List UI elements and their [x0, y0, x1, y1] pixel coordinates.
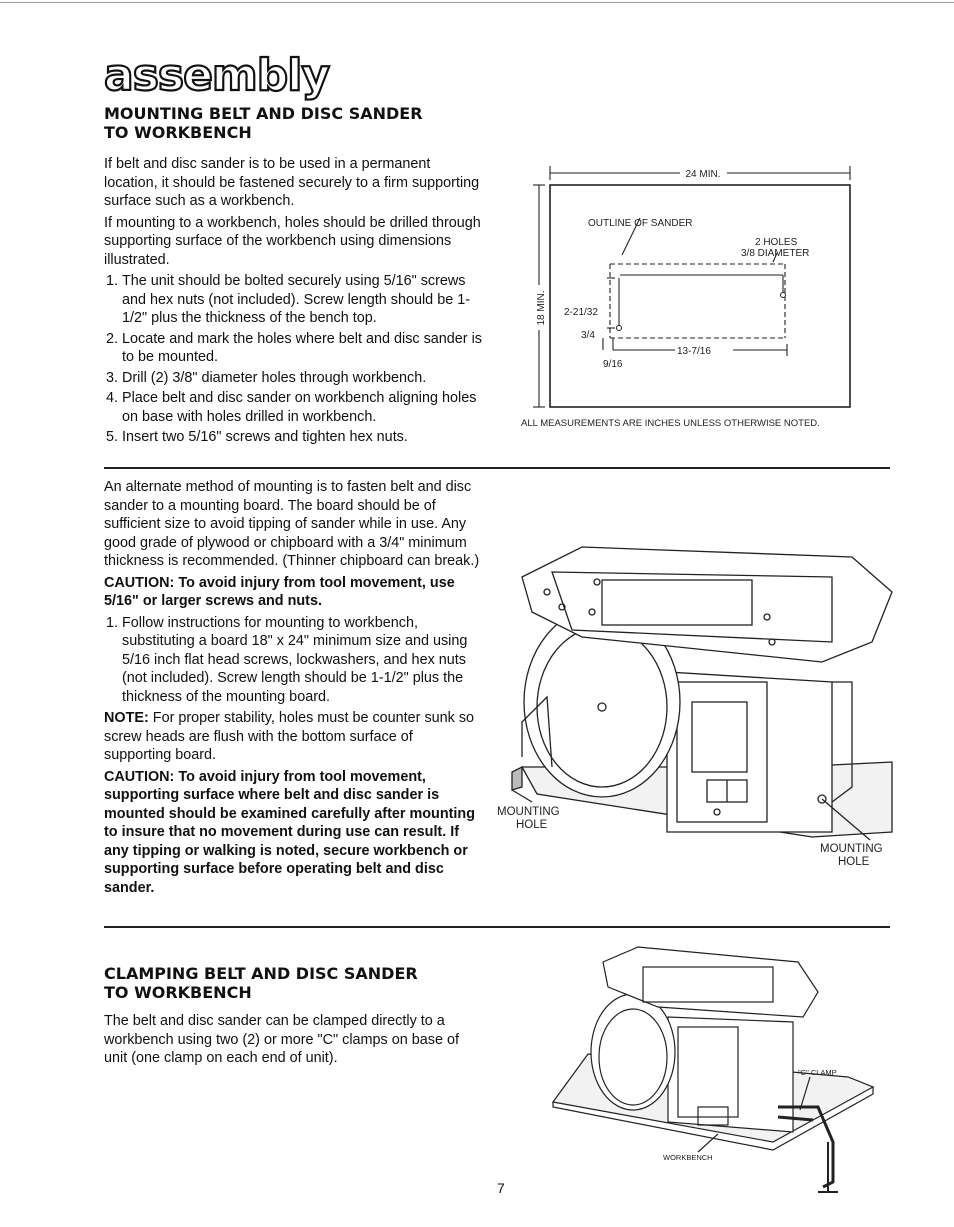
- dimension-9-16: 9/16: [603, 359, 623, 370]
- section-divider-1: [104, 467, 890, 469]
- mounting-title-line2: TO WORKBENCH: [104, 123, 252, 142]
- right-mounting-hole-label: MOUNTING: [820, 843, 883, 855]
- mounting-dimension-diagram: [515, 160, 910, 435]
- page-number: 7: [497, 1180, 505, 1196]
- stability-note: [104, 709, 482, 765]
- left-mounting-hole-label-2: HOLE: [516, 819, 548, 831]
- caution-inspection: CAUTION: To avoid injury from tool movement, supporting surface where belt and disc sander is mounted should be examined carefully after mounting to insure that no movement during use can result. If any tipping or walking is noted, secure workbench or supporting surface before operating belt and disc sander.: [104, 768, 476, 896]
- dimension-3-4: 3/4: [581, 330, 595, 341]
- holes-label: 2 HOLES: [755, 237, 798, 248]
- page-heading: assembly: [104, 50, 330, 101]
- clamping-section-title: [104, 964, 418, 1002]
- note-label: NOTE:: [104, 710, 149, 726]
- alternate-steps-list: [104, 614, 482, 707]
- left-mounting-hole-label: MOUNTING: [497, 806, 560, 818]
- alternate-mounting-body: [104, 478, 482, 900]
- sander-mounting-illustration: [492, 532, 912, 872]
- outline-of-sander-label: OUTLINE OF SANDER: [588, 218, 693, 229]
- mounting-step: 4. Place belt and disc sander on workbench aligning holes on base with holes drilled in workbench.: [122, 389, 482, 426]
- dimension-13-7-16: 13-7/16: [677, 346, 711, 357]
- mounting-step: 1. The unit should be bolted securely using 5/16" screws and hex nuts (not included). Screw length should be 1-1/2" plus the thickness of the bench top.: [122, 272, 482, 328]
- mounting-paragraph-2: If mounting to a workbench, holes should be drilled through supporting surface of the workbench using dimensions illustrated.: [104, 214, 481, 268]
- caution-screws: CAUTION: To avoid injury from tool movement, use 5/16" or larger screws and nuts.: [104, 574, 455, 609]
- top-border-line: [0, 2, 954, 3]
- note-text: For proper stability, holes must be counter sunk so screw heads are flush with the bottom surface of supporting board.: [104, 710, 475, 763]
- clamping-title-line2: TO WORKBENCH: [104, 983, 252, 1002]
- mounting-steps-list: [104, 272, 482, 447]
- alternate-intro: An alternate method of mounting is to fasten belt and disc sander to a mounting board. The board should be of sufficient size to avoid tipping of sander while in use. Any good grade of plywood or chipboard with a 3/4" minimum thickness is recommended. (Thinner chipboard can break.): [104, 479, 480, 569]
- clamping-paragraph: The belt and disc sander can be clamped directly to a workbench using two (2) or more "C" clamps on base of unit (one clamp on each end of unit).: [104, 1013, 459, 1066]
- height-dimension-label: 18 MIN.: [536, 290, 547, 326]
- mounting-step: 3. Drill (2) 3/8" diameter holes through workbench.: [122, 369, 482, 388]
- mounting-step: 5. Insert two 5/16" screws and tighten hex nuts.: [122, 428, 482, 447]
- dimension-2-21-32: 2-21/32: [564, 307, 598, 318]
- mounting-paragraph-1: If belt and disc sander is to be used in a permanent location, it should be fastened securely to a firm supporting surface such as a workbench.: [104, 156, 480, 209]
- measurement-note: ALL MEASUREMENTS ARE INCHES UNLESS OTHERWISE NOTED.: [521, 418, 820, 429]
- mounting-step: 2. Locate and mark the holes where belt and disc sander is to be mounted.: [122, 330, 482, 367]
- mounting-section-title: [104, 104, 423, 142]
- mounting-body: [104, 155, 482, 450]
- section-divider-2: [104, 926, 890, 928]
- right-mounting-hole-label-2: HOLE: [838, 856, 870, 868]
- clamping-title-line1: CLAMPING BELT AND DISC SANDER: [104, 964, 418, 983]
- sander-clamping-illustration: [548, 942, 878, 1197]
- width-dimension-label: 24 MIN.: [685, 169, 721, 180]
- c-clamp-label: "C" CLAMP: [798, 1068, 837, 1077]
- alternate-step: 1. Follow instructions for mounting to workbench, substituting a board 18" x 24" minimum size and using 5/16 inch flat head screws, lockwashers, and hex nuts (not included). Screw length should be 1-1/2" plus the thickness of the mounting board.: [122, 614, 482, 707]
- mounting-title-line1: MOUNTING BELT AND DISC SANDER: [104, 104, 423, 123]
- hole-diameter-label: 3/8 DIAMETER: [741, 248, 810, 259]
- clamping-body: [104, 1012, 482, 1071]
- workbench-label: WORKBENCH: [663, 1153, 713, 1162]
